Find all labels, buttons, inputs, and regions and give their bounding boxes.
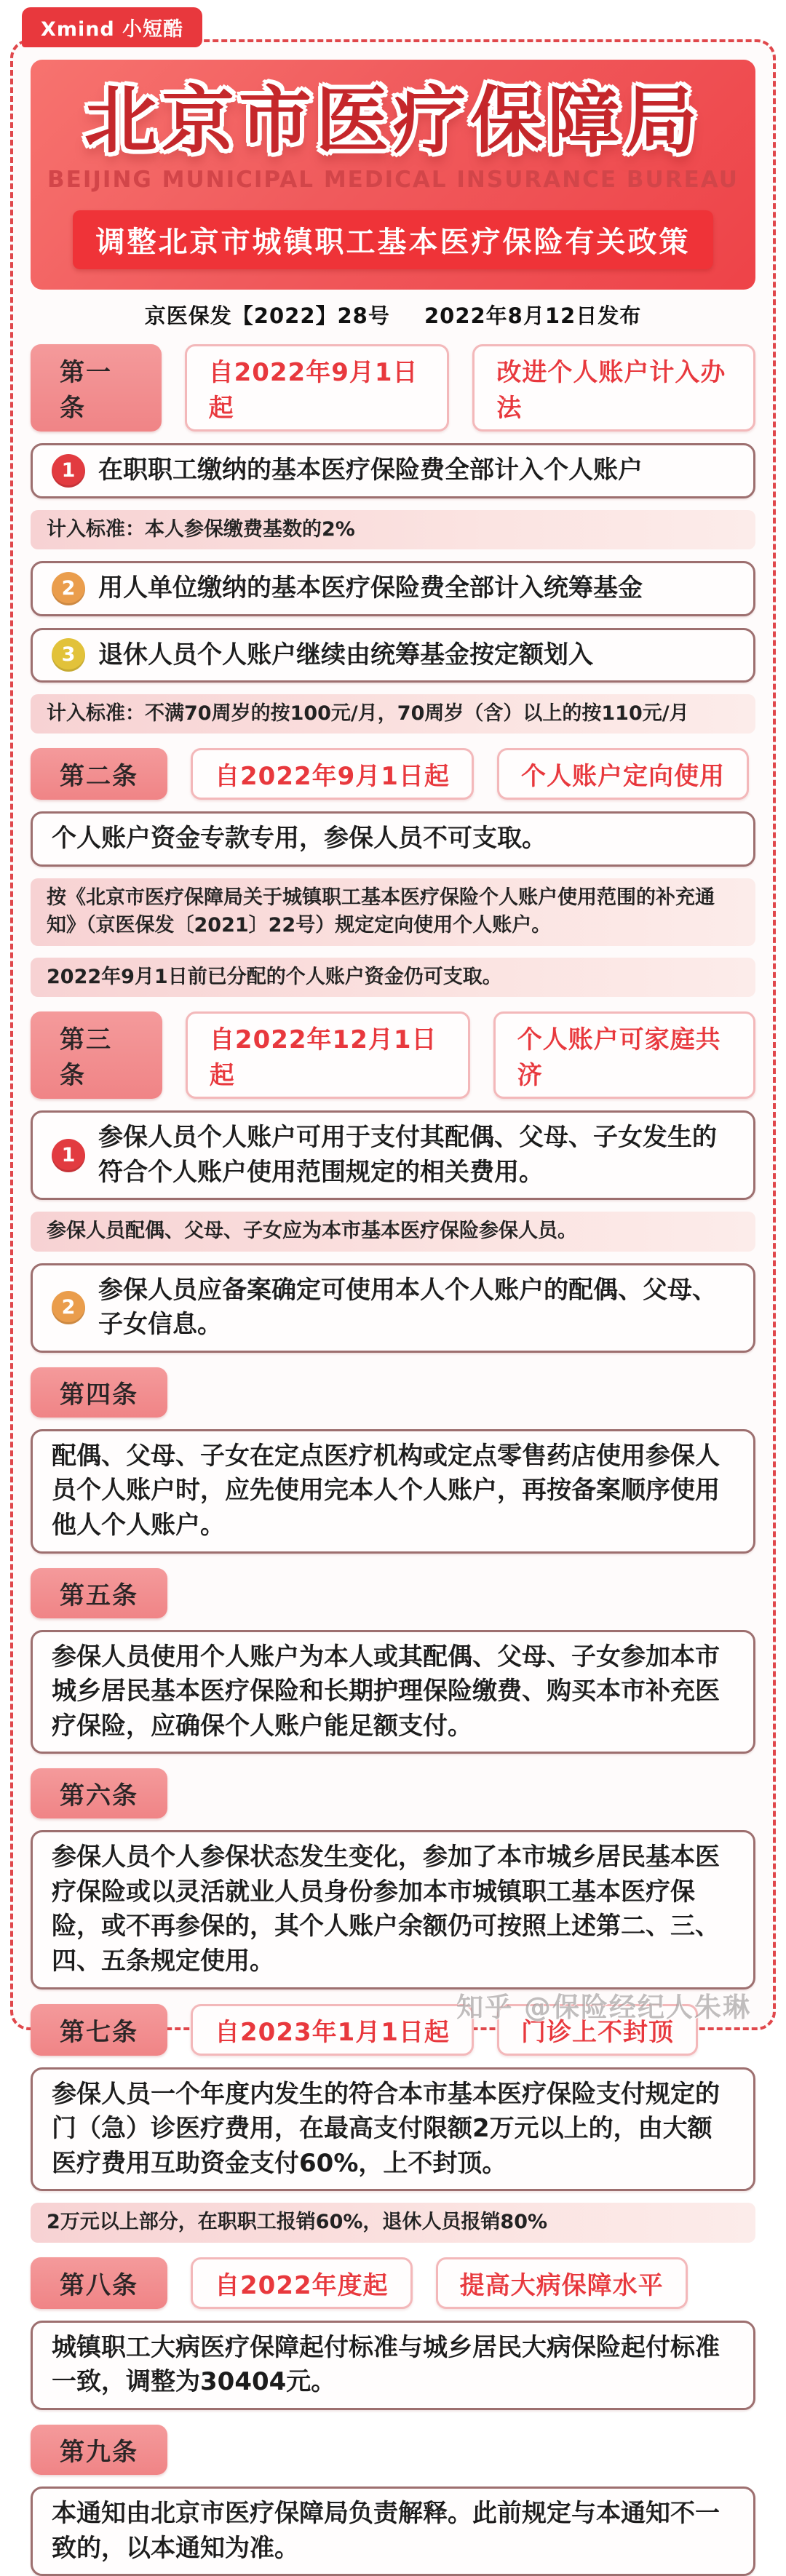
content-box <box>31 2321 755 2410</box>
content-box <box>31 1830 755 1989</box>
document-number: 京医保发【2022】28号 <box>144 303 390 328</box>
note-strip <box>31 694 755 734</box>
section-chip: 自2022年9月1日起 <box>185 344 450 432</box>
block-text: 参保人员个人账户可用于支付其配偶、父母、子女发生的符合个人账户使用范围规定的相关费用。 <box>98 1123 717 1187</box>
policy-banner: 调整北京市城镇职工基本医疗保险有关政策 <box>73 210 713 269</box>
note-strip <box>31 510 755 549</box>
section-badge: 第二条 <box>31 748 167 800</box>
document-number-line <box>31 300 755 330</box>
section-chip: 个人账户定向使用 <box>497 748 749 800</box>
content-box <box>31 1263 755 1353</box>
block-text: 计入标准：本人参保缴费基数的2% <box>47 517 355 541</box>
content-box <box>31 443 755 498</box>
section-badge: 第九条 <box>31 2425 167 2475</box>
section-row-2 <box>31 748 755 800</box>
section-chip: 自2022年9月1日起 <box>191 748 474 800</box>
block-text: 2万元以上部分，在职职工报销60%，退休人员报销80% <box>47 2211 548 2234</box>
numbered-bullet-icon: 2 <box>52 572 85 605</box>
block-text: 退休人员个人账户继续由统筹基金按定额划入 <box>98 640 593 669</box>
block-text: 配偶、父母、子女在定点医疗机构或定点零售药店使用参保人员个人账户时，应先使用完本人个人账户，再按备案顺序使用他人个人账户。 <box>52 1441 720 1540</box>
section-chip: 个人账户可家庭共济 <box>493 1011 755 1099</box>
section-row-3 <box>31 1011 755 1099</box>
note-strip <box>31 2203 755 2242</box>
page-title: 北京市医疗保障局 <box>84 78 702 163</box>
publish-date: 2022年8月12日发布 <box>424 303 642 328</box>
section-row-9 <box>31 2425 755 2475</box>
numbered-bullet-icon: 2 <box>52 1291 85 1324</box>
block-text: 参保人员个人参保状态发生变化，参加了本市城乡居民基本医疗保险或以灵活就业人员身份参加本市城镇职工基本医疗保险，或不再参保的，其个人账户余额仍可按照上述第二、三、四、五条规定使用。 <box>52 1842 720 1976</box>
numbered-bullet-icon: 1 <box>52 1139 85 1172</box>
header-box <box>31 60 755 290</box>
block-text: 参保人员使用个人账户为本人或其配偶、父母、子女参加本市城乡居民基本医疗保险和长期护理保险缴费、购买本市补充医疗保险，应确保个人账户能足额支付。 <box>52 1642 720 1741</box>
numbered-bullet-icon: 1 <box>52 454 85 488</box>
app-badge: Xmind 小短酷 <box>22 7 202 47</box>
block-text: 参保人员一个年度内发生的符合本市基本医疗保险支付规定的门（急）诊医疗费用，在最高支付限额2万元以上的，由大额医疗费用互助资金支付60%，上不封顶。 <box>52 2079 720 2178</box>
page-title-english: BEIJING MUNICIPAL MEDICAL INSURANCE BUREAU <box>47 167 739 193</box>
section-badge: 第七条 <box>31 2004 167 2056</box>
content-box <box>31 811 755 867</box>
block-text: 按《北京市医疗保障局关于城镇职工基本医疗保险个人账户使用范围的补充通知》（京医保发〔2021〕22号）规定定向使用个人账户。 <box>47 886 715 937</box>
note-strip <box>31 958 755 997</box>
content-box <box>31 1110 755 1200</box>
section-row-1 <box>31 344 755 432</box>
block-text: 个人账户资金专款专用，参保人员不可支取。 <box>52 824 547 854</box>
block-text: 本通知由北京市医疗保障局负责解释。此前规定与本通知不一致的，以本通知为准。 <box>52 2498 720 2563</box>
section-chip: 门诊上不封顶 <box>497 2004 698 2056</box>
section-badge: 第五条 <box>31 1568 167 1618</box>
content-box <box>31 561 755 616</box>
block-text: 2022年9月1日前已分配的个人账户资金仍可支取。 <box>47 965 502 988</box>
block-text: 参保人员配偶、父母、子女应为本市基本医疗保险参保人员。 <box>47 1220 577 1243</box>
dashed-frame <box>10 39 776 2563</box>
sections-container <box>31 344 755 2576</box>
block-text: 计入标准：不满70周岁的按100元/月，70周岁（含）以上的按110元/月 <box>47 702 689 726</box>
section-badge: 第六条 <box>31 1768 167 1818</box>
content-box <box>31 2067 755 2192</box>
section-chip: 自2022年12月1日起 <box>186 1011 470 1099</box>
section-chip: 提高大病保障水平 <box>436 2257 688 2309</box>
watermark: 知乎 @保险经纪人朱琳 <box>456 1992 751 2023</box>
block-text: 在职职工缴纳的基本医疗保险费全部计入个人账户 <box>98 456 643 485</box>
section-badge: 第三条 <box>31 1011 162 1099</box>
section-badge: 第八条 <box>31 2257 167 2309</box>
numbered-bullet-icon: 3 <box>52 638 85 672</box>
section-chip: 自2023年1月1日起 <box>191 2004 474 2056</box>
content-box <box>31 628 755 683</box>
section-badge: 第一条 <box>31 344 162 432</box>
section-badge: 第四条 <box>31 1367 167 1418</box>
content-box <box>31 2486 755 2576</box>
note-strip <box>31 1212 755 1251</box>
content-box <box>31 1429 755 1554</box>
section-row-5 <box>31 1568 755 1618</box>
content-box <box>31 1630 755 1754</box>
note-strip <box>31 878 755 946</box>
block-text: 用人单位缴纳的基本医疗保险费全部计入统筹基金 <box>98 573 643 603</box>
block-text: 参保人员应备案确定可使用本人个人账户的配偶、父母、子女信息。 <box>98 1275 717 1340</box>
section-row-4 <box>31 1367 755 1418</box>
section-row-6 <box>31 1768 755 1818</box>
section-chip: 改进个人账户计入办法 <box>472 344 755 432</box>
block-text: 城镇职工大病医疗保障起付标准与城乡居民大病保险起付标准一致，调整为30404元。 <box>52 2332 720 2397</box>
section-row-8 <box>31 2257 755 2309</box>
section-chip: 自2022年度起 <box>191 2257 413 2309</box>
